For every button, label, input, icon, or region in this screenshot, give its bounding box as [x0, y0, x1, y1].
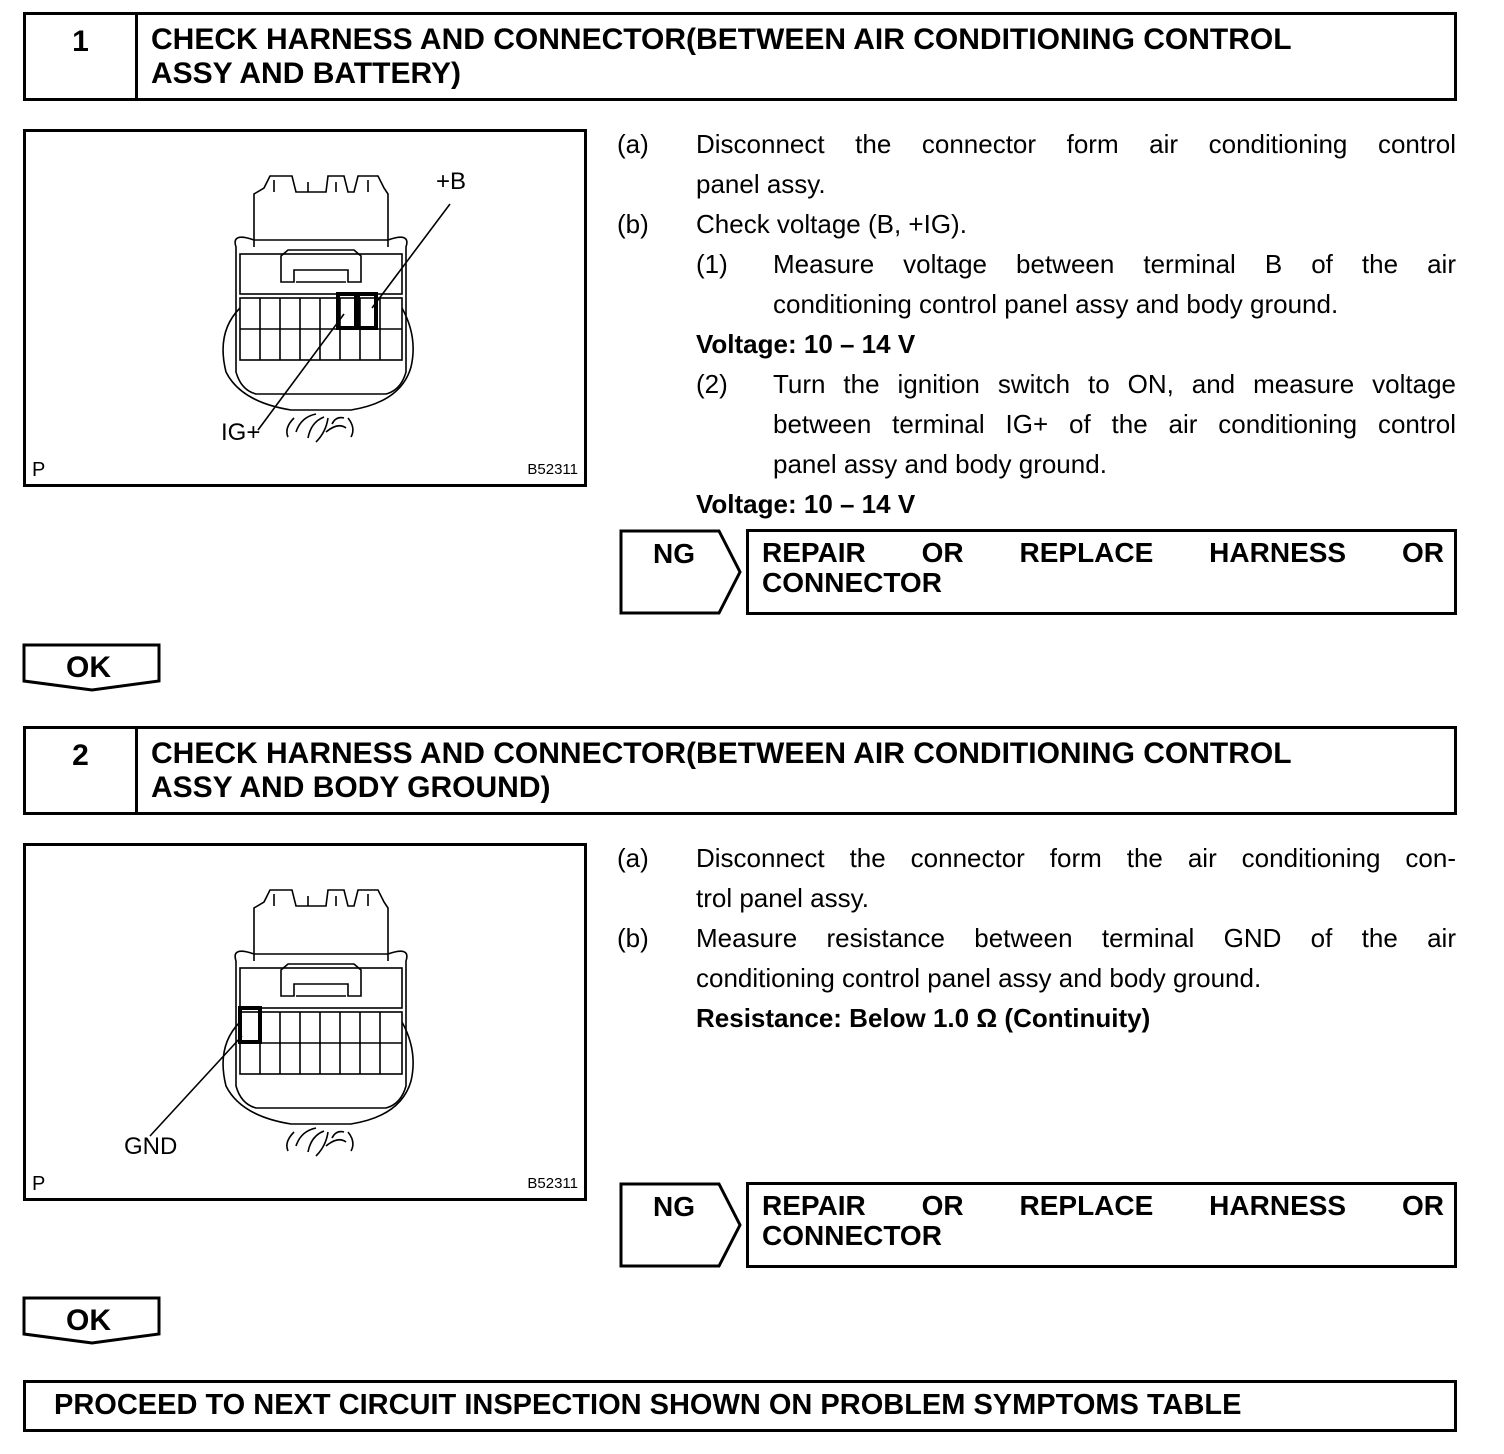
step-1-title-line2: ASSY AND BATTERY): [151, 57, 462, 90]
step-1-ok-label: OK: [66, 651, 111, 684]
step-2-header: [23, 726, 1457, 815]
step-1-sub1-line1: Measure voltage between terminal B of the air: [773, 249, 1456, 279]
step-1-b-marker: (b): [617, 209, 649, 239]
terminal-b-label: +B: [436, 168, 467, 195]
terminal-ig-label: IG+: [221, 419, 261, 446]
step-2-ng-action-line2: CONNECTOR: [762, 1220, 942, 1251]
step-1-ng-action: [746, 529, 1457, 615]
proceed-box: [23, 1380, 1457, 1432]
step-1-a-line2: panel assy.: [696, 169, 826, 199]
step-2-ng-label: NG: [653, 1191, 695, 1222]
step-2-figure: [23, 843, 587, 1201]
figure-code: B52311: [527, 1175, 578, 1192]
step-2-a-line2: trol panel assy.: [696, 883, 869, 913]
step-1-sub2-line1: Turn the ignition switch to ON, and measure voltage: [773, 369, 1456, 399]
step-1-sub2-line3: panel assy and body ground.: [773, 449, 1107, 479]
step-1-title-line1: CHECK HARNESS AND CONNECTOR(BETWEEN AIR CONDITIONING CONTROL: [151, 23, 1292, 56]
step-2-b-line1: Measure resistance between terminal GND of the air: [696, 923, 1456, 953]
step-1-sub2-line2: between terminal IG+ of the air conditioning control: [773, 409, 1456, 439]
step-1-header: [23, 12, 1457, 101]
step-2-title: [151, 737, 1424, 805]
step-2-ng-action: [746, 1182, 1457, 1268]
step-2-spec: Resistance: Below 1.0 Ω (Continuity): [696, 1003, 1151, 1033]
step-1-spec2: Voltage: 10 – 14 V: [696, 489, 916, 519]
step-2-b-line2: conditioning control panel assy and body ground.: [696, 963, 1262, 993]
step-1-b-line1: Check voltage (B, +IG).: [696, 209, 967, 239]
step-2-title-line2: ASSY AND BODY GROUND): [151, 771, 551, 804]
step-1-a-marker: (a): [617, 129, 649, 159]
step-1-sub1-marker: (1): [696, 249, 728, 279]
step-1-a-line1: Disconnect the connector form air conditioning control: [696, 129, 1456, 159]
step-2-ng-action-line1: REPAIR OR REPLACE HARNESS OR: [762, 1190, 1444, 1221]
figure-corner-mark: P: [32, 1173, 46, 1195]
step-1-title: [151, 23, 1424, 91]
proceed-text: PROCEED TO NEXT CIRCUIT INSPECTION SHOWN ON PROBLEM SYMPTOMS TABLE: [54, 1389, 1242, 1421]
step-2-a-marker: (a): [617, 843, 649, 873]
step-1-ng-label: NG: [653, 538, 695, 569]
connector-illustration: [26, 132, 584, 484]
step-1-spec1: Voltage: 10 – 14 V: [696, 329, 916, 359]
step-1-number: 1: [26, 15, 138, 98]
connector-illustration: [26, 846, 584, 1198]
step-2-number: 2: [26, 729, 138, 812]
figure-corner-mark: P: [32, 459, 46, 481]
step-2-ok-label: OK: [66, 1304, 111, 1337]
step-1-sub1-line2: conditioning control panel assy and body ground.: [773, 289, 1339, 319]
step-2-title-line1: CHECK HARNESS AND CONNECTOR(BETWEEN AIR CONDITIONING CONTROL: [151, 737, 1292, 770]
step-1-ng-action-line2: CONNECTOR: [762, 567, 942, 598]
step-2-b-marker: (b): [617, 923, 649, 953]
step-1-ng-action-line1: REPAIR OR REPLACE HARNESS OR: [762, 537, 1444, 568]
step-2-a-line1: Disconnect the connector form the air conditioning con-: [696, 843, 1456, 873]
figure-code: B52311: [527, 461, 578, 478]
step-1-sub2-marker: (2): [696, 369, 728, 399]
terminal-gnd-label: GND: [124, 1133, 178, 1160]
step-1-figure: [23, 129, 587, 487]
